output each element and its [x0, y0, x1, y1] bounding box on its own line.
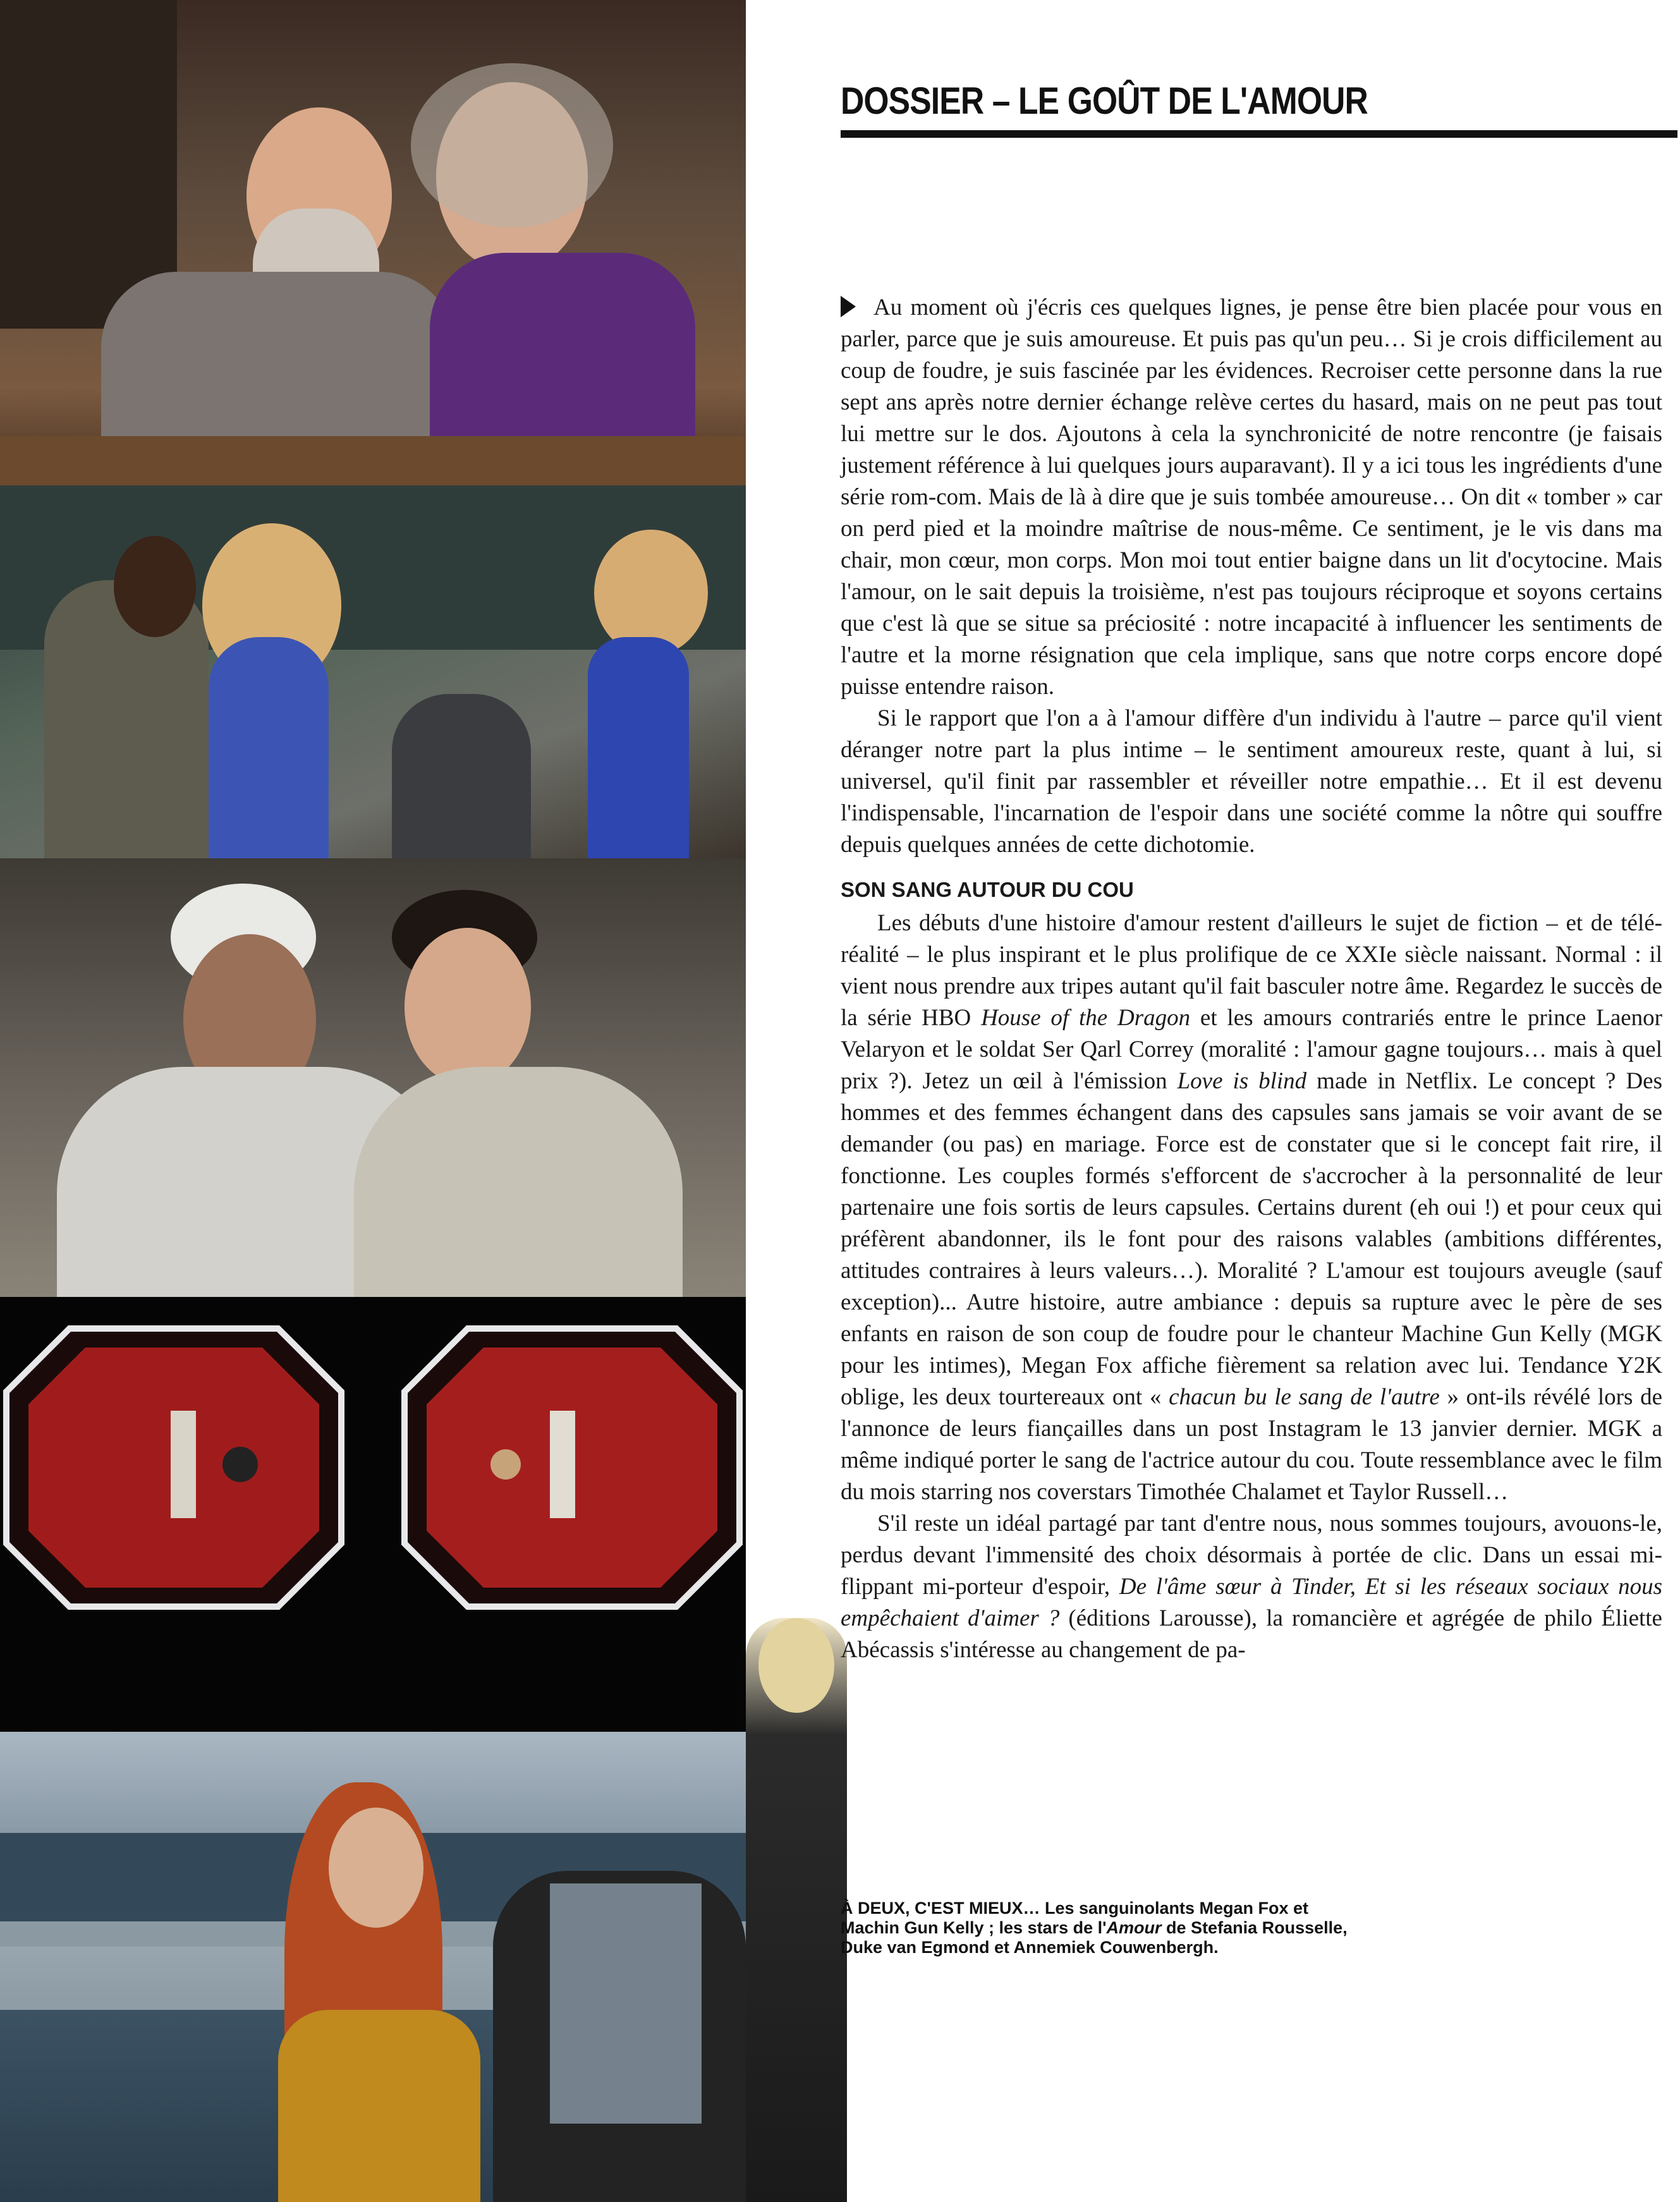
p4-text-b: (éditions Larousse), la romancière et agrégée de philo Éliette Abécassis s'intéresse au changement de pa- [841, 1605, 1662, 1663]
photo-megan-fox-mgk [0, 1732, 746, 2202]
paragraph-4 [841, 1508, 1662, 1666]
photo-shirt-qarl [354, 1067, 683, 1297]
p4-book-title: De l'âme sœur à Tinder, Et si les réseaux sociaux nous empêchaient d'aimer ? [841, 1574, 1663, 1631]
photo-face-megan [329, 1808, 423, 1928]
photo-sweater-woman [430, 253, 695, 461]
photo-woman2-outfit [588, 637, 689, 858]
photo-house-of-the-dragon [0, 858, 746, 1297]
photo-hair-woman [411, 63, 613, 228]
photo-mgk-blond-hair [758, 1618, 834, 1713]
photo-woman-dress [209, 637, 329, 858]
photo-sweater-man [101, 272, 455, 461]
photo-gold-dress [278, 2010, 480, 2202]
section-title: DOSSIER – LE GOÛT DE L'AMOUR [841, 80, 1368, 122]
p3-title-house-of-dragon: House of the Dragon [981, 1005, 1191, 1031]
photo-love-is-blind-pods [0, 1297, 746, 1732]
caption-text-b: de Stefania Rousselle, Duke van Egmond et Annemiek Couwenbergh. [841, 1918, 1348, 1957]
pods-drawing [0, 1297, 746, 1732]
pod-person-left [222, 1447, 258, 1482]
photo-man-head [114, 536, 196, 637]
article-body [841, 292, 1662, 1666]
p4-text-a: S'il reste un idéal partagé par tant d'entre nous, nous sommes toujours, avouons-le, perdus devant l'immensité des choix désormais à portée de clic. Dans un essai mi-flippant mi-porteur d'espoir, [841, 1511, 1662, 1600]
caption-title: Amour [1106, 1918, 1162, 1937]
photo-caption [841, 1899, 1359, 1957]
photo-table [0, 436, 746, 485]
pod-person-right [490, 1449, 521, 1480]
article-header [841, 76, 1662, 126]
p3-text-d: » ont-ils révélé lors de l'annonce de leurs fiançailles dans un post Instagram le 13 janvier dernier. MGK a même indiqué porter le sang de l'actrice autour du cou. Toute ressemblance avec le film du mois starring nos coverstars Timothée Chalamet et Taylor Russell… [841, 1384, 1662, 1505]
paragraph-3 [841, 908, 1662, 1508]
caption-text-a: À DEUX, C'EST MIEUX… Les sanguinolants Megan Fox et Machin Gun Kelly ; les stars de l' [841, 1899, 1309, 1937]
subheading: SON SANG AUTOUR DU COU [841, 878, 1134, 901]
pod-sofa-right [550, 1411, 575, 1518]
p3-quote: chacun bu le sang de l'autre [1169, 1384, 1440, 1410]
pod-sofa-left [171, 1411, 196, 1518]
photo-column [0, 0, 746, 2202]
p3-text-c: made in Netflix. Le concept ? Des hommes et des femmes échangent dans des capsules sans jamais se voir avant de se demander (ou pas) en mariage. Force est de constater que si le concept fait rire, il fonctionne. Les couples formés s'efforcent de s'accrocher à la personnalité de leur partenaire une fois sortis de leurs capsules. Certains durent (eh oui !) et pour ceux qui préfèrent abandonner, ils le font pour des raisons valables (ambitions différentes, attitudes contraires à leurs valeurs…). Moralité ? L'amour est toujours aveugle (sauf exception)... Autre histoire, autre ambiance : depuis sa rupture avec le père de ses enfants en raison de son coup de foudre pour le chanteur Machine Gun Kelly (MGK pour les intimes), Megan Fox affiche fièrement sa relation avec lui. Tendance Y2K oblige, les deux tourtereaux ont « [841, 1068, 1662, 1410]
play-arrow-icon [841, 296, 856, 317]
photo-face-qarl [405, 928, 531, 1086]
p3-title-love-is-blind: Love is blind [1177, 1068, 1307, 1094]
photo-mgk-corset [550, 1883, 702, 2124]
paragraph-2: Si le rapport que l'on a à l'amour diffère d'un individu à l'autre – parce qu'il vient déranger notre part la plus intime – le sentiment amoureux reste, quant à lui, si universel, qu'il finit par rassembler et réveiller notre empathie… Et il est devenu l'indispensable, l'incarnation de l'espoir dans une société comme la nôtre qui souffre depuis quelques années de cette dichotomie. [841, 705, 1662, 858]
p3-text-a: Les débuts d'une histoire d'amour restent d'ailleurs le sujet de fiction – et de télé-réalité – le plus inspirant et le plus prolifique de ce XXIe siècle naissant. Normal : il vient nous prendre aux tripes autant qu'il fait basculer notre âme. Regardez le succès de la série HBO [841, 910, 1662, 1031]
paragraph-1 [841, 292, 1662, 703]
header-rule [841, 130, 1677, 138]
p3-text-b: et les amours contrariés entre le prince Laenor Velaryon et le soldat Ser Qarl Correy (moralité : l'amour gagne toujours… mais à quel prix ?). Jetez un œil à l'émission [841, 1005, 1662, 1094]
photo-proposal-couple [0, 485, 746, 858]
photo-mgk-overflow [746, 1618, 847, 2202]
paragraph-1-text: Au moment où j'écris ces quelques lignes, je pense être bien placée pour vous en parler, parce que je suis amoureuse. Et puis pas qu'un peu… Si je crois difficilement au coup de foudre, je suis fascinée par les évidences. Recroiser cette personne dans la rue sept ans après notre dernier échange relève certes du hasard, mais on ne peut pas tout lui mettre sur le dos. Ajoutons à cela la synchronicité de notre rencontre (je faisais justement référence à lui quelques jours auparavant). Il y a ici tous les ingrédients d'une série rom-com. Mais de là à dire que je suis tombée amoureuse… On dit « tomber » car on perd pied et la moindre maîtrise de nous-même. Ce sentiment, je le vis dans ma chair, mon cœur, mon corps. Mon moi tout entier baigne dans un lit d'ocytocine. Mais l'amour, on le sait depuis la troisième, n'est pas toujours réciproque et soyons certains que c'est là que se situe sa préciosité : notre incapacité à influencer les sentiments de l'autre et la morne résignation que cela implique, sans que notre corps encore dopé puisse entendre raison. [841, 295, 1662, 700]
photo-kneeling-man [392, 694, 531, 858]
photo-elderly-couple [0, 0, 746, 485]
